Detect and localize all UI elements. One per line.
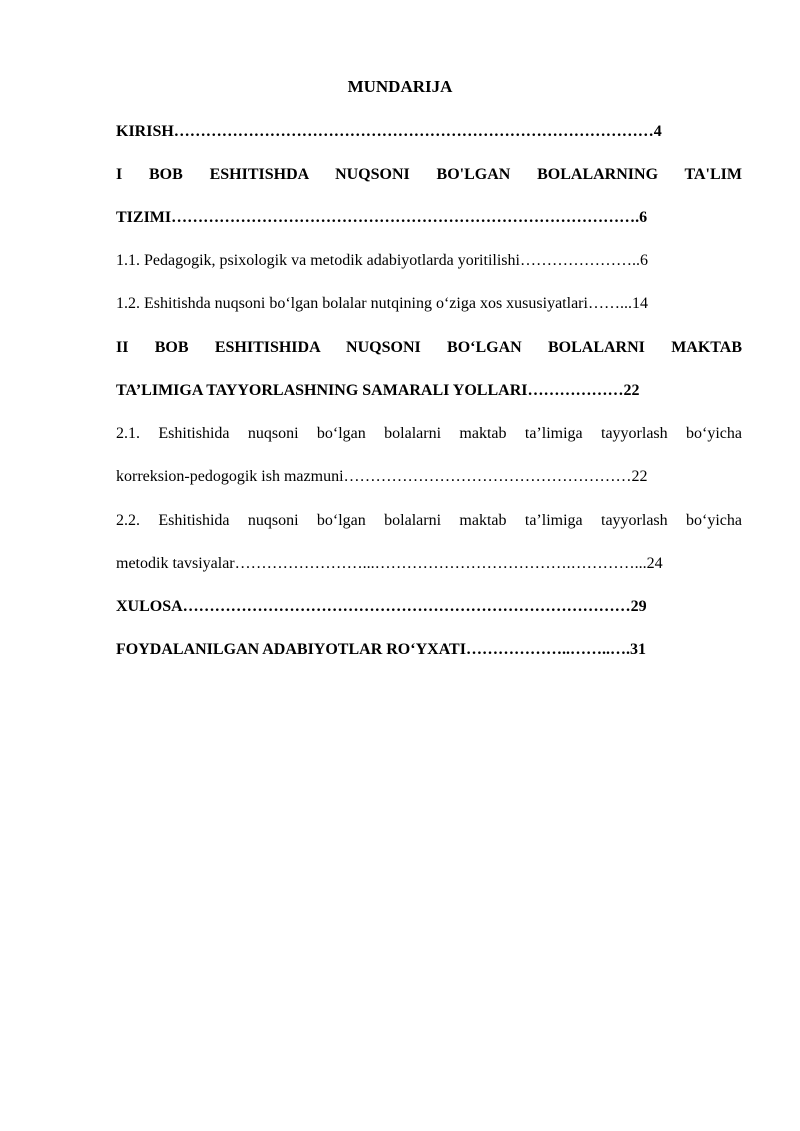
- toc-chapter-2-line-1: II BOB ESHITISHIDA NUQSONI BOʻLGAN BOLALARNI MAKTAB: [116, 339, 742, 356]
- toc-chapter-1-line-2: TIZIMI…………………………………………………………………………….6: [116, 209, 648, 226]
- toc-section-1-2: 1.2. Eshitishda nuqsoni boʻlgan bolalar nutqining oʻziga xos xususiyatlari……...14: [116, 295, 648, 312]
- toc-entry-kirish: KIRISH………………………………………………………………………………4: [116, 123, 662, 140]
- toc-chapter-1-line-1: I BOB ESHITISHDA NUQSONI BO'LGAN BOLALARNING TA'LIM: [116, 166, 742, 183]
- toc-section-1-1: 1.1. Pedagogik, psixologik va metodik adabiyotlarda yoritilishi…………………..6: [116, 252, 648, 269]
- toc-chapter-2-line-2: TA’LIMIGA TAYYORLASHNING SAMARALI YOLLARI………………22: [116, 382, 640, 399]
- toc-section-2-1-line-1: 2.1. Eshitishida nuqsoni boʻlgan bolalarni maktab ta’limiga tayyorlash boʻyicha: [116, 425, 742, 442]
- toc-section-2-1-line-2: korreksion-pedogogik ish mazmuni………………………………………………22: [116, 468, 648, 485]
- toc-entry-xulosa: XULOSA…………………………………………………………………………29: [116, 598, 647, 615]
- toc-section-2-2-line-2: metodik tavsiyalar……………………...……………………………….…………...24: [116, 555, 663, 572]
- toc-entry-references: FOYDALANILGAN ADABIYOTLAR ROʻYXATI………………..……..….31: [116, 641, 646, 658]
- toc-section-2-2-line-1: 2.2. Eshitishida nuqsoni boʻlgan bolalarni maktab ta’limiga tayyorlash boʻyicha: [116, 512, 742, 529]
- page-title: MUNDARIJA: [347, 77, 453, 96]
